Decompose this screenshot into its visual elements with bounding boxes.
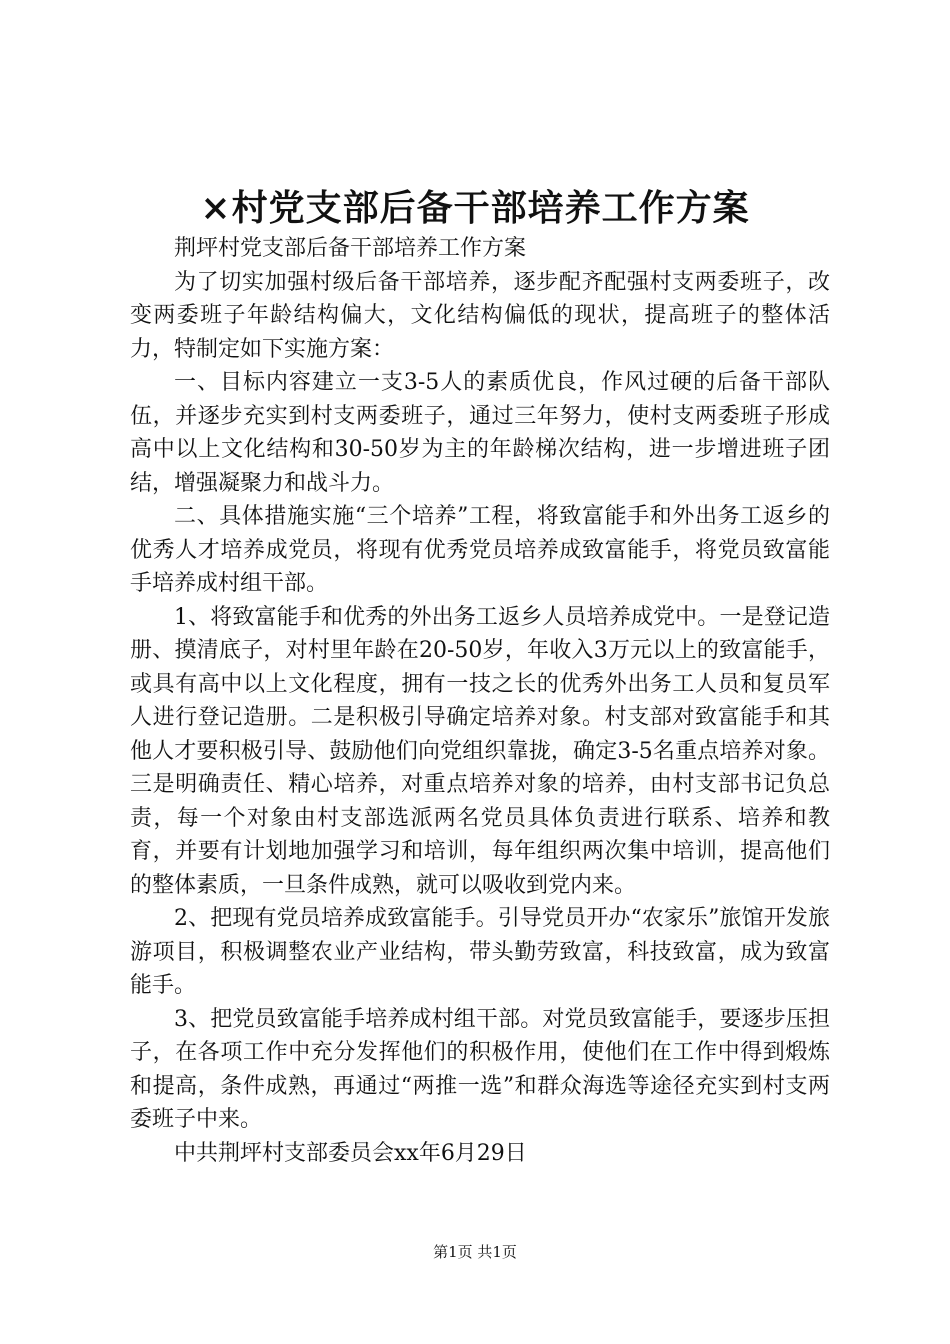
document-body [130, 232, 830, 1170]
goal-paragraph: 一、目标内容建立一支3-5人的素质优良，作风过硬的后备干部队伍，并逐步充实到村支两委班子，通过三年努力，使村支两委班子形成高中以上文化结构和30-50岁为主的年龄梯次结构，进一步增进班子团结，增强凝聚力和战斗力。 [130, 370, 830, 496]
document-title: ×村党支部后备干部培养工作方案 [200, 187, 750, 229]
measure-2-paragraph: 2、把现有党员培养成致富能手。引导党员开办“农家乐”旅馆开发旅游项目，积极调整农业产业结构，带头勤劳致富，科技致富，成为致富能手。 [130, 906, 830, 998]
subtitle-paragraph: 荆坪村党支部后备干部培养工作方案 [174, 236, 527, 261]
intro-paragraph: 为了切实加强村级后备干部培养，逐步配齐配强村支两委班子，改变两委班子年龄结构偏大，文化结构偏低的现状，提高班子的整体活力，特制定如下实施方案： [130, 269, 830, 362]
measure-1-paragraph: 1、将致富能手和优秀的外出务工返乡人员培养成党中。一是登记造册、摸清底子，对村里年龄在20-50岁，年收入3万元以上的致富能手，或具有高中以上文化程度，拥有一技之长的优秀外出务工人员和复员军人进行登记造册。二是积极引导确定培养对象。村支部对致富能手和其他人才要积极引导、鼓励他们向党组织靠拢，确定3-5名重点培养对象。三是明确责任、精心培养，对重点培养对象的培养，由村支部书记负总责，每一个对象由村支部选派两名党员具体负责进行联系、培养和教育，并要有计划地加强学习和培训，每年组织两次集中培训，提高他们的整体素质，一旦条件成熟，就可以吸收到党内来。 [130, 604, 830, 898]
measure-3-paragraph: 3、把党员致富能手培养成村组干部。对党员致富能手，要逐步压担子，在各项工作中充分发挥他们的积极作用，使他们在工作中得到煅炼和提高，条件成熟，再通过“两推一选”和群众海选等途径充实到村支两委班子中来。 [130, 1006, 830, 1132]
measures-paragraph: 二、具体措施实施“三个培养”工程，将致富能手和外出务工返乡的优秀人才培养成党员，将现有优秀党员培养成致富能手，将党员致富能手培养成村组干部。 [130, 504, 830, 596]
page-number-footer: 第1页 共1页 [433, 1243, 517, 1261]
signature-paragraph: 中共荆坪村支部委员会xx年6月29日 [174, 1140, 527, 1166]
